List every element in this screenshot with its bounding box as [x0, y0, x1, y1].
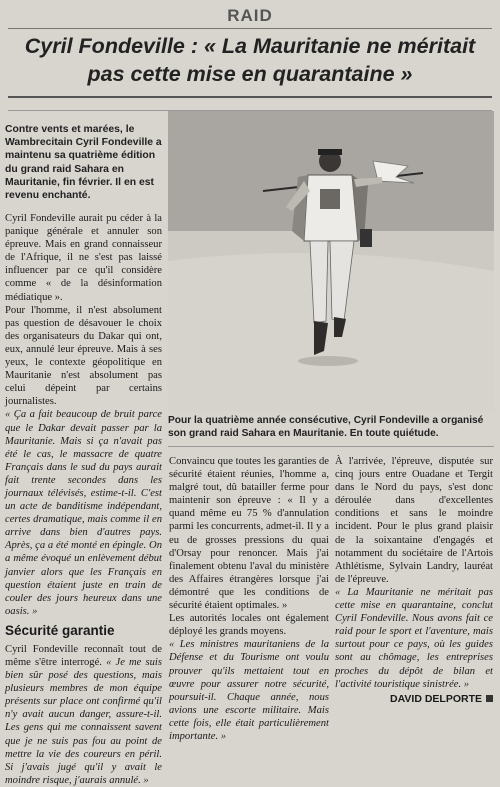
end-mark-icon [486, 695, 493, 702]
paragraph: Les autorités locales ont également déployé les grands moyens. [169, 613, 329, 638]
section-rubric: RAID [227, 6, 273, 25]
quote-paragraph: « La Mauritanie ne méritait pas cette mise en quarantaine, conclut Cyril Fondeville. Nous avons fait ce raid pour le sport et l'aventure, mais surtout pour ce pays, où les guides sont au chômage, les entreprises proches du dépôt de bilan et l'activité touristique sinistrée. » [335, 586, 493, 690]
paragraph-text: Cyril Fondeville reconnaît tout de même s'être interrogé. [5, 643, 162, 668]
paragraph [5, 643, 162, 787]
paragraph: À l'arrivée, l'épreuve, disputée sur cinq jours entre Ouadane et Tergit dans le Nord du pays, s'est donc déroulée dans d'excellentes conditions et sans le moindre incident. Pour le plus grand plaisir de la soixantaine d'engagés et notamment du sociétaire de l'Artois Athlétisme, Sylvain Landry, lauréat de l'épreuve. [335, 456, 493, 585]
paragraph: Pour l'homme, il n'est absolument pas question de désavouer le choix des organisateurs du Dakar qui ont, eux, annulé leur épreuve. Mais à ses yeux, le contexte géopolitique en Mauritanie n'est absolument pas celui dépeint par certains journalistes. [5, 304, 162, 408]
article-column-3 [335, 455, 493, 706]
article-photo [168, 111, 494, 411]
article-column-1 [5, 212, 162, 787]
quote-text: « Je me suis bien sûr posé des questions, mais plusieurs membres de mon équipe présents sur place ont confirmé qu'il n'y avait aucun danger, assure-t-il. Les gens qui me connaissent savent que je ne suis pas fou au point de mettre la vie des coureurs en péril. Si j'avais jugé qu'il y avait le moindre risque, j'aurais annulé. » [5, 657, 162, 786]
top-rule [8, 28, 492, 29]
caption-rule [168, 446, 494, 447]
article-column-2 [169, 455, 329, 743]
byline [335, 693, 493, 706]
section-subhead: Sécurité garantie [5, 622, 115, 638]
quote-paragraph: « Ça a fait beaucoup de bruit parce que le Dakar devait passer par la Mauritanie. Mais si ça n'avait pas été le cas, le massacre de quatre Français dans le sud du pays aurait fait trente secondes dans les journaux télévisés, estime-t-il. C'est un acte de banditisme indépendant, certes dramatique, mais comme il en arrive dans bien d'autres pays. Après, ça a été monté en épingle. On a même évoqué un enlèvement début janvier alors que les Français en question étaient juste en train de couler des jours heureux dans une oasis. » [5, 409, 162, 617]
photo-caption: Pour la quatrième année consécutive, Cyril Fondeville a organisé son grand raid Sahara en Mauritanie. En toute quiétude. [168, 415, 484, 440]
article-lead: Contre vents et marées, le Wambrecitain Cyril Fondeville a maintenu sa quatrième édition du grand raid Sahara en Mauritanie, fin février. Il en est revenu enchanté. [5, 124, 162, 202]
paragraph: Convaincu que toutes les garanties de sécurité étaient réunies, l'homme a, malgré tout, dû batailler ferme pour maintenir son épreuve : « Il y a quand même eu 75 % d'annulation parmi les concurrents, admet-il. Il y a eu de grosses pressions du quai d'Orsay pour renoncer. Mais j'ai finalement obtenu l'aval du ministère des Affaires étrangères lorsque j'ai démontré que les conditions de sécurité étaient optimales. » [169, 456, 329, 612]
headline: Cyril Fondeville : « La Mauritanie ne méritait pas cette mise en quarantaine » [24, 34, 476, 86]
headline-rule [8, 96, 492, 98]
runner-photo-illustration [168, 111, 494, 411]
paragraph: Cyril Fondeville aurait pu céder à la panique générale et annuler son épreuve. Mais en grand connaisseur de l'Afrique, il ne s'est pas laissé influencer par ce qu'il considère comme « de la désinformation médiatique ». [5, 213, 162, 303]
author-name: DAVID DELPORTE [390, 692, 482, 705]
quote-paragraph: « Les ministres mauritaniens de la Défense et du Tourisme ont voulu prouver qu'ils mettaient tout en œuvre pour assurer notre sécurité, poursuit-il. Chaque année, nous avions une escorte militaire. Mais cette fois, elle était particulièrement importante. » [169, 639, 329, 742]
